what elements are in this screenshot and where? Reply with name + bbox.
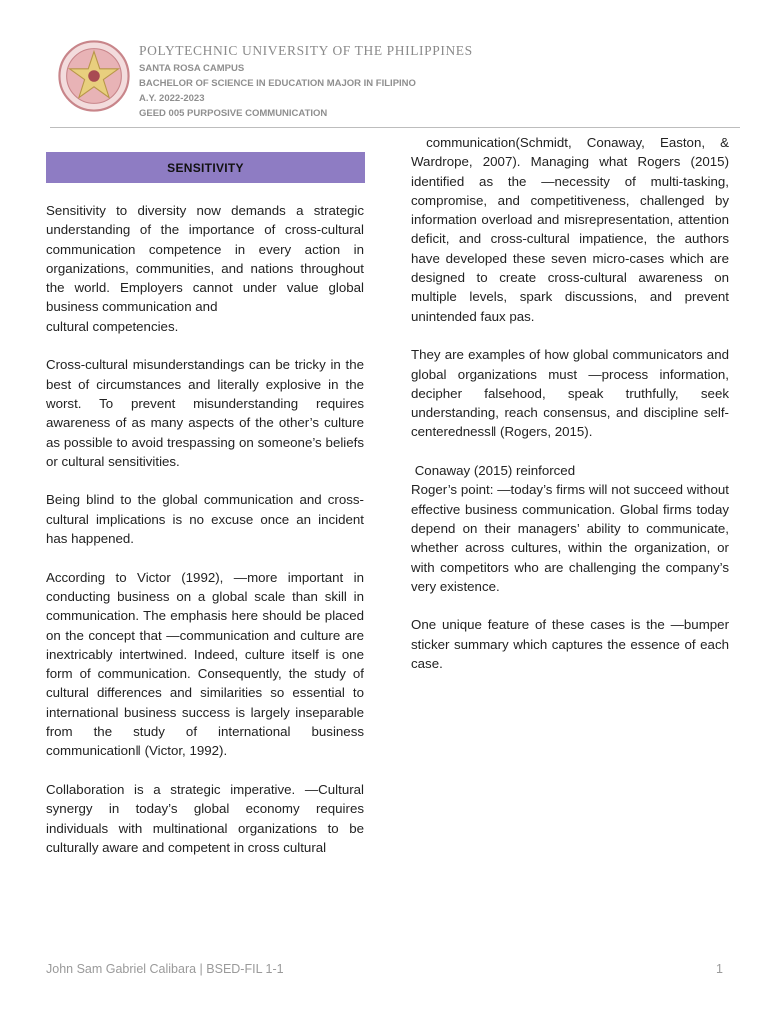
paragraph-text: communication(Schmidt, Conaway, Easton, & Wardrope, 2007). Managing what Rogers (2015) identified as the ―necessity of multi-tasking, compromise, and competitiveness, challenged by information overload and misrepresentation, attention deficit, and cross-cultural impatience, the authors have developed these seven micro-cases which are designed to create cross-cultural awareness on multiple levels, spark discussions, and prevent unintended faux pas. <box>411 135 733 324</box>
paragraph <box>46 780 364 857</box>
academic-year: A.Y. 2022-2023 <box>139 93 205 104</box>
paragraph <box>411 461 729 596</box>
paragraph <box>46 490 364 548</box>
paragraph <box>46 568 364 761</box>
university-seal-icon <box>58 40 130 112</box>
paragraph <box>411 133 733 326</box>
paragraph-text: Cross-cultural misunderstandings can be tricky in the best of circumstances and literally explosive in the worst. To prevent misunderstanding requires awareness of as many aspects of the other’s culture as possible to avoid trespassing on someone’s beliefs or cultural sensitivities. <box>46 357 364 469</box>
section-title: SENSITIVITY <box>167 160 244 175</box>
campus-name: SANTA ROSA CAMPUS <box>139 63 245 74</box>
page-number: 1 <box>716 962 723 976</box>
paragraph-text: Conaway (2015) reinforced Roger’s point: ―today’s firms will not succeed without effective business communication. Global firms today depend on their managers’ ability to communicate, whether across cultures, within the organization, or with competitors who are challenging the company’s very existence. <box>411 463 729 594</box>
paragraph <box>46 201 364 336</box>
header-text-block <box>139 43 473 121</box>
paragraph-text: One unique feature of these cases is the ―bumper sticker summary which captures the essence of each case. <box>411 617 729 672</box>
section-title-bar <box>46 152 365 183</box>
header-divider <box>50 127 740 128</box>
footer-author: John Sam Gabriel Calibara | BSED-FIL 1-1 <box>46 962 284 976</box>
paragraph-text: According to Victor (1992), ―more important in conducting business on a global scale than skill in communication. The emphasis here should be placed on the concept that ―communication and culture are inextricably intertwined. Indeed, culture itself is one form of communication. Consequently, the study of cultural differences and similarities so essential to international business success is largely inseparable from the study of international business communication‖ (Victor, 1992). <box>46 569 364 759</box>
university-name: POLYTECHNIC UNIVERSITY OF THE PHILIPPINES <box>139 43 473 58</box>
paragraph <box>411 615 729 673</box>
left-column <box>46 201 364 857</box>
paragraph <box>46 355 364 471</box>
paragraph <box>411 345 729 441</box>
course-name: GEED 005 PURPOSIVE COMMUNICATION <box>139 108 328 119</box>
paragraph-text: They are examples of how global communicators and global organizations must ―process information, decipher falsehood, speak truthfully, seek understanding, reach consensus, and discipline self-centeredness‖ (Rogers, 2015). <box>411 347 729 440</box>
paragraph-text: Sensitivity to diversity now demands a strategic understanding of the importance of cross-cultural communication competence in every action in organizations, communities, and nations throughout the world. Employers cannot under value global business communication and cultural competencies. <box>46 203 364 334</box>
document-header <box>0 0 768 130</box>
right-column <box>411 133 733 673</box>
paragraph-text: Being blind to the global communication and cross-cultural implications is no excuse once an incident has happened. <box>46 492 364 547</box>
program-name: BACHELOR OF SCIENCE IN EDUCATION MAJOR IN FILIPINO <box>139 78 416 89</box>
paragraph-text: Collaboration is a strategic imperative. ―Cultural synergy in today’s global economy requires individuals with multinational organizations to be culturally aware and competent in cross cultural <box>46 781 364 855</box>
